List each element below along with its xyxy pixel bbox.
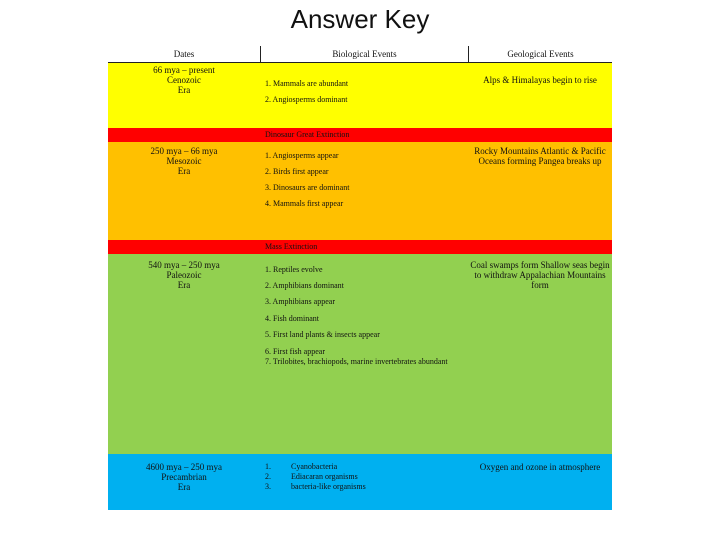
precambrian-event-1-text: Cyanobacteria bbox=[291, 462, 338, 471]
paleozoic-event-7: 7. Trilobites, brachiopods, marine invertebrates abundant bbox=[265, 357, 448, 366]
precambrian-name: Precambrian bbox=[161, 472, 207, 482]
cenozoic-era: Era bbox=[177, 85, 191, 95]
page-title: Answer Key bbox=[290, 4, 430, 34]
paleozoic-name: Paleozoic bbox=[166, 270, 202, 280]
precambrian-event-1-number: 1. bbox=[265, 462, 271, 471]
precambrian-event-2-text: Ediacaran organisms bbox=[291, 472, 358, 481]
precambrian-range: 4600 mya – 250 mya bbox=[146, 462, 222, 472]
precambrian-event-2 bbox=[265, 472, 465, 482]
paleozoic-range: 540 mya – 250 mya bbox=[148, 260, 220, 270]
cenozoic-event-1: 1. Mammals are abundant bbox=[265, 79, 349, 88]
mesozoic-band bbox=[108, 142, 612, 240]
paleozoic-event-6: 6. First fish appear bbox=[265, 347, 325, 356]
paleozoic-event-1: 1. Reptiles evolve bbox=[265, 265, 323, 274]
paleozoic-event-5: 5. First land plants & insects appear bbox=[265, 330, 380, 339]
header-geological: Geological Events bbox=[507, 49, 574, 59]
paleozoic-event-3: 3. Amphibians appear bbox=[265, 297, 335, 306]
mass-extinction-label: Mass Extinction bbox=[265, 242, 318, 251]
precambrian-event-2-number: 2. bbox=[265, 472, 271, 481]
dinosaur-extinction-label: Dinosaur Great Extinction bbox=[265, 130, 350, 139]
precambrian-era: Era bbox=[177, 482, 191, 492]
cenozoic-band bbox=[108, 63, 612, 128]
dinosaur-extinction-band bbox=[108, 128, 612, 142]
paleozoic-era: Era bbox=[177, 280, 191, 290]
mesozoic-era: Era bbox=[177, 166, 191, 176]
paleozoic-band bbox=[108, 254, 612, 454]
precambrian-event-3-number: 3. bbox=[265, 482, 271, 491]
header-dates: Dates bbox=[173, 49, 195, 59]
precambrian-event-3-text: bacteria-like organisms bbox=[291, 482, 366, 491]
precambrian-dates bbox=[108, 462, 260, 492]
mesozoic-event-2: 2. Birds first appear bbox=[265, 167, 329, 176]
mesozoic-event-1: 1. Angiosperms appear bbox=[265, 151, 339, 160]
mesozoic-name: Mesozoic bbox=[166, 156, 202, 166]
cenozoic-event-2: 2. Angiosperms dominant bbox=[265, 95, 348, 104]
mesozoic-dates bbox=[108, 146, 260, 176]
precambrian-event-3 bbox=[265, 482, 465, 492]
mesozoic-event-4: 4. Mammals first appear bbox=[265, 199, 344, 208]
precambrian-event-1 bbox=[265, 462, 465, 472]
paleozoic-event-4: 4. Fish dominant bbox=[265, 314, 320, 323]
cenozoic-geological: Alps & Himalayas begin to rise bbox=[483, 75, 597, 85]
mass-extinction-band bbox=[108, 240, 612, 254]
precambrian-band bbox=[108, 454, 612, 510]
header-biological: Biological Events bbox=[332, 49, 397, 59]
cenozoic-dates bbox=[108, 65, 260, 95]
cenozoic-range: 66 mya – present bbox=[153, 65, 215, 75]
mesozoic-geological: Rocky Mountains Atlantic & Pacific Oceans forming Pangea breaks up bbox=[474, 146, 606, 166]
precambrian-geological: Oxygen and ozone in atmosphere bbox=[479, 462, 601, 472]
paleozoic-event-2: 2. Amphibians dominant bbox=[265, 281, 344, 290]
paleozoic-dates bbox=[108, 260, 260, 290]
mesozoic-event-3: 3. Dinosaurs are dominant bbox=[265, 183, 350, 192]
paleozoic-geological: Coal swamps form Shallow seas begin to withdraw Appalachian Mountains form bbox=[470, 260, 610, 290]
mesozoic-range: 250 mya – 66 mya bbox=[150, 146, 218, 156]
answer-key-table bbox=[108, 46, 612, 510]
cenozoic-name: Cenozoic bbox=[167, 75, 201, 85]
